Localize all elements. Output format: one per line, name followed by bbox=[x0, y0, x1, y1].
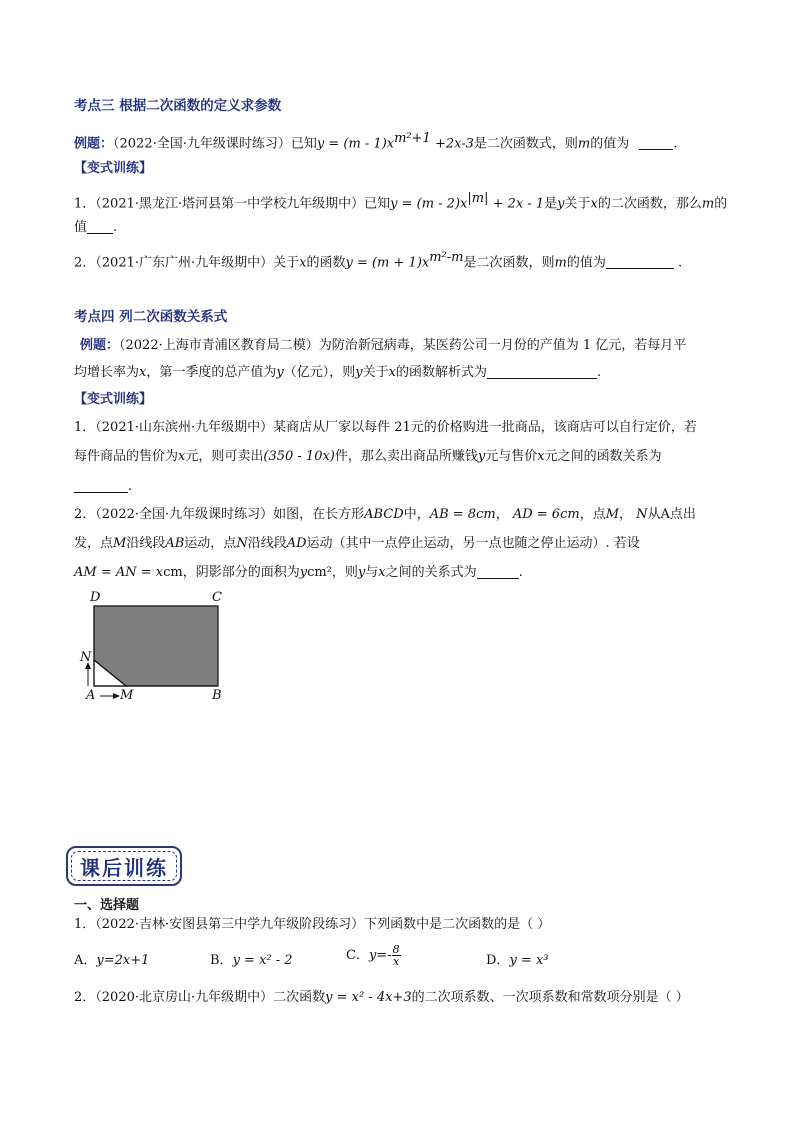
section4-q2-line2: 发，点M沿线段AB运动，点N沿线段AD运动（其中一点停止运动，另一点也随之停止运动）. 若设 bbox=[74, 536, 640, 551]
fraction-8-over-x: $\frac{8}{x}$ bbox=[392, 943, 400, 968]
part1-heading: 一、选择题 bbox=[74, 898, 140, 913]
answer-blank[interactable] bbox=[87, 219, 113, 234]
arrow-right-head bbox=[113, 693, 120, 699]
shaded-region bbox=[94, 606, 218, 686]
option-d[interactable]: D．y = x³ bbox=[486, 953, 549, 968]
after-class-badge bbox=[66, 846, 182, 886]
rectangle-figure bbox=[80, 592, 240, 707]
answer-blank[interactable] bbox=[606, 254, 674, 269]
answer-blank[interactable] bbox=[639, 135, 673, 150]
section4-q1-line1: 1．（2021·山东滨州·九年级期中）某商店从厂家以每件 21元的价格购进一批商品，该商店可以自行定价，若 bbox=[74, 420, 697, 435]
after-q2: 2．（2020·北京房山·九年级期中）二次函数y = x² - 4x+3的二次项系数、一次项系数和常数项分别是（ ） bbox=[74, 990, 689, 1005]
section3-q2: 2．（2021·广东广州·九年级期中）关于x的函数$y = (m + 1)x^{m^2-m}$是二次函数，则m的值为 . bbox=[74, 250, 683, 271]
section4-q2-line1: 2．（2022·全国·九年级课时练习）如图，在长方形ABCD中，AB = 8cm， AD = 6cm，点M， N从A点出 bbox=[74, 507, 696, 522]
label-d: D bbox=[90, 590, 101, 605]
section4-example-line1: 例题：（2022·上海市青浦区教育局二模）为防治新冠病毒，某医药公司一月份的产值为 1 亿元，若每月平 bbox=[80, 338, 687, 353]
label-m: M bbox=[120, 688, 134, 703]
answer-blank[interactable] bbox=[487, 364, 597, 379]
section3-training-label: 【变式训练】 bbox=[74, 161, 153, 176]
answer-blank[interactable] bbox=[74, 478, 128, 493]
label-n: N bbox=[80, 650, 92, 665]
section3-example: 例题：（2022·全国·九年级课时练习）已知$y = (m - 1)x^{m^2+1} +2x-3$是二次函数式，则m的值为 . bbox=[74, 131, 678, 152]
section3-q1-line2: 值 . bbox=[74, 220, 118, 235]
section3-heading: 考点三 根据二次函数的定义求参数 bbox=[74, 98, 282, 114]
section4-q1-line2: 每件商品的售价为x元，则可卖出(350 - 10x)件，那么卖出商品所赚钱y元与售价x元之间的函数关系为 bbox=[74, 449, 662, 464]
label-c: C bbox=[212, 590, 222, 605]
option-b[interactable]: B．y = x² - 2 bbox=[210, 953, 293, 968]
label-a: A bbox=[86, 688, 96, 703]
section4-heading: 考点四 列二次函数关系式 bbox=[74, 309, 228, 325]
section4-q2-line3: AM = AN = xcm，阴影部分的面积为ycm²，则y与x之间的关系式为 . bbox=[74, 565, 523, 580]
badge-text: 课后训练 bbox=[80, 855, 168, 880]
label-b: B bbox=[212, 688, 222, 703]
after-q1: 1．（2022·吉林·安图县第三中学九年级阶段练习）下列函数中是二次函数的是（ ） bbox=[74, 917, 551, 932]
option-c[interactable]: C．y=- $\frac{8}{x}$ bbox=[346, 943, 400, 968]
section4-example-line2: 均增长率为x，第一季度的总产值为y（亿元），则y关于x的函数解析式为 . bbox=[74, 365, 602, 380]
section3-q1: 1．（2021·黑龙江·塔河县第一中学校九年级期中）已知$y = (m - 2)x^{|m|} + 2x - 1$是y关于x的二次函数，那么m的 bbox=[74, 191, 728, 212]
option-a[interactable]: A．y=2x+1 bbox=[74, 953, 150, 968]
section4-q1-line3: . bbox=[74, 478, 132, 496]
badge-inner-frame bbox=[71, 851, 177, 881]
section4-training-label: 【变式训练】 bbox=[74, 392, 153, 407]
answer-blank[interactable] bbox=[477, 564, 519, 579]
